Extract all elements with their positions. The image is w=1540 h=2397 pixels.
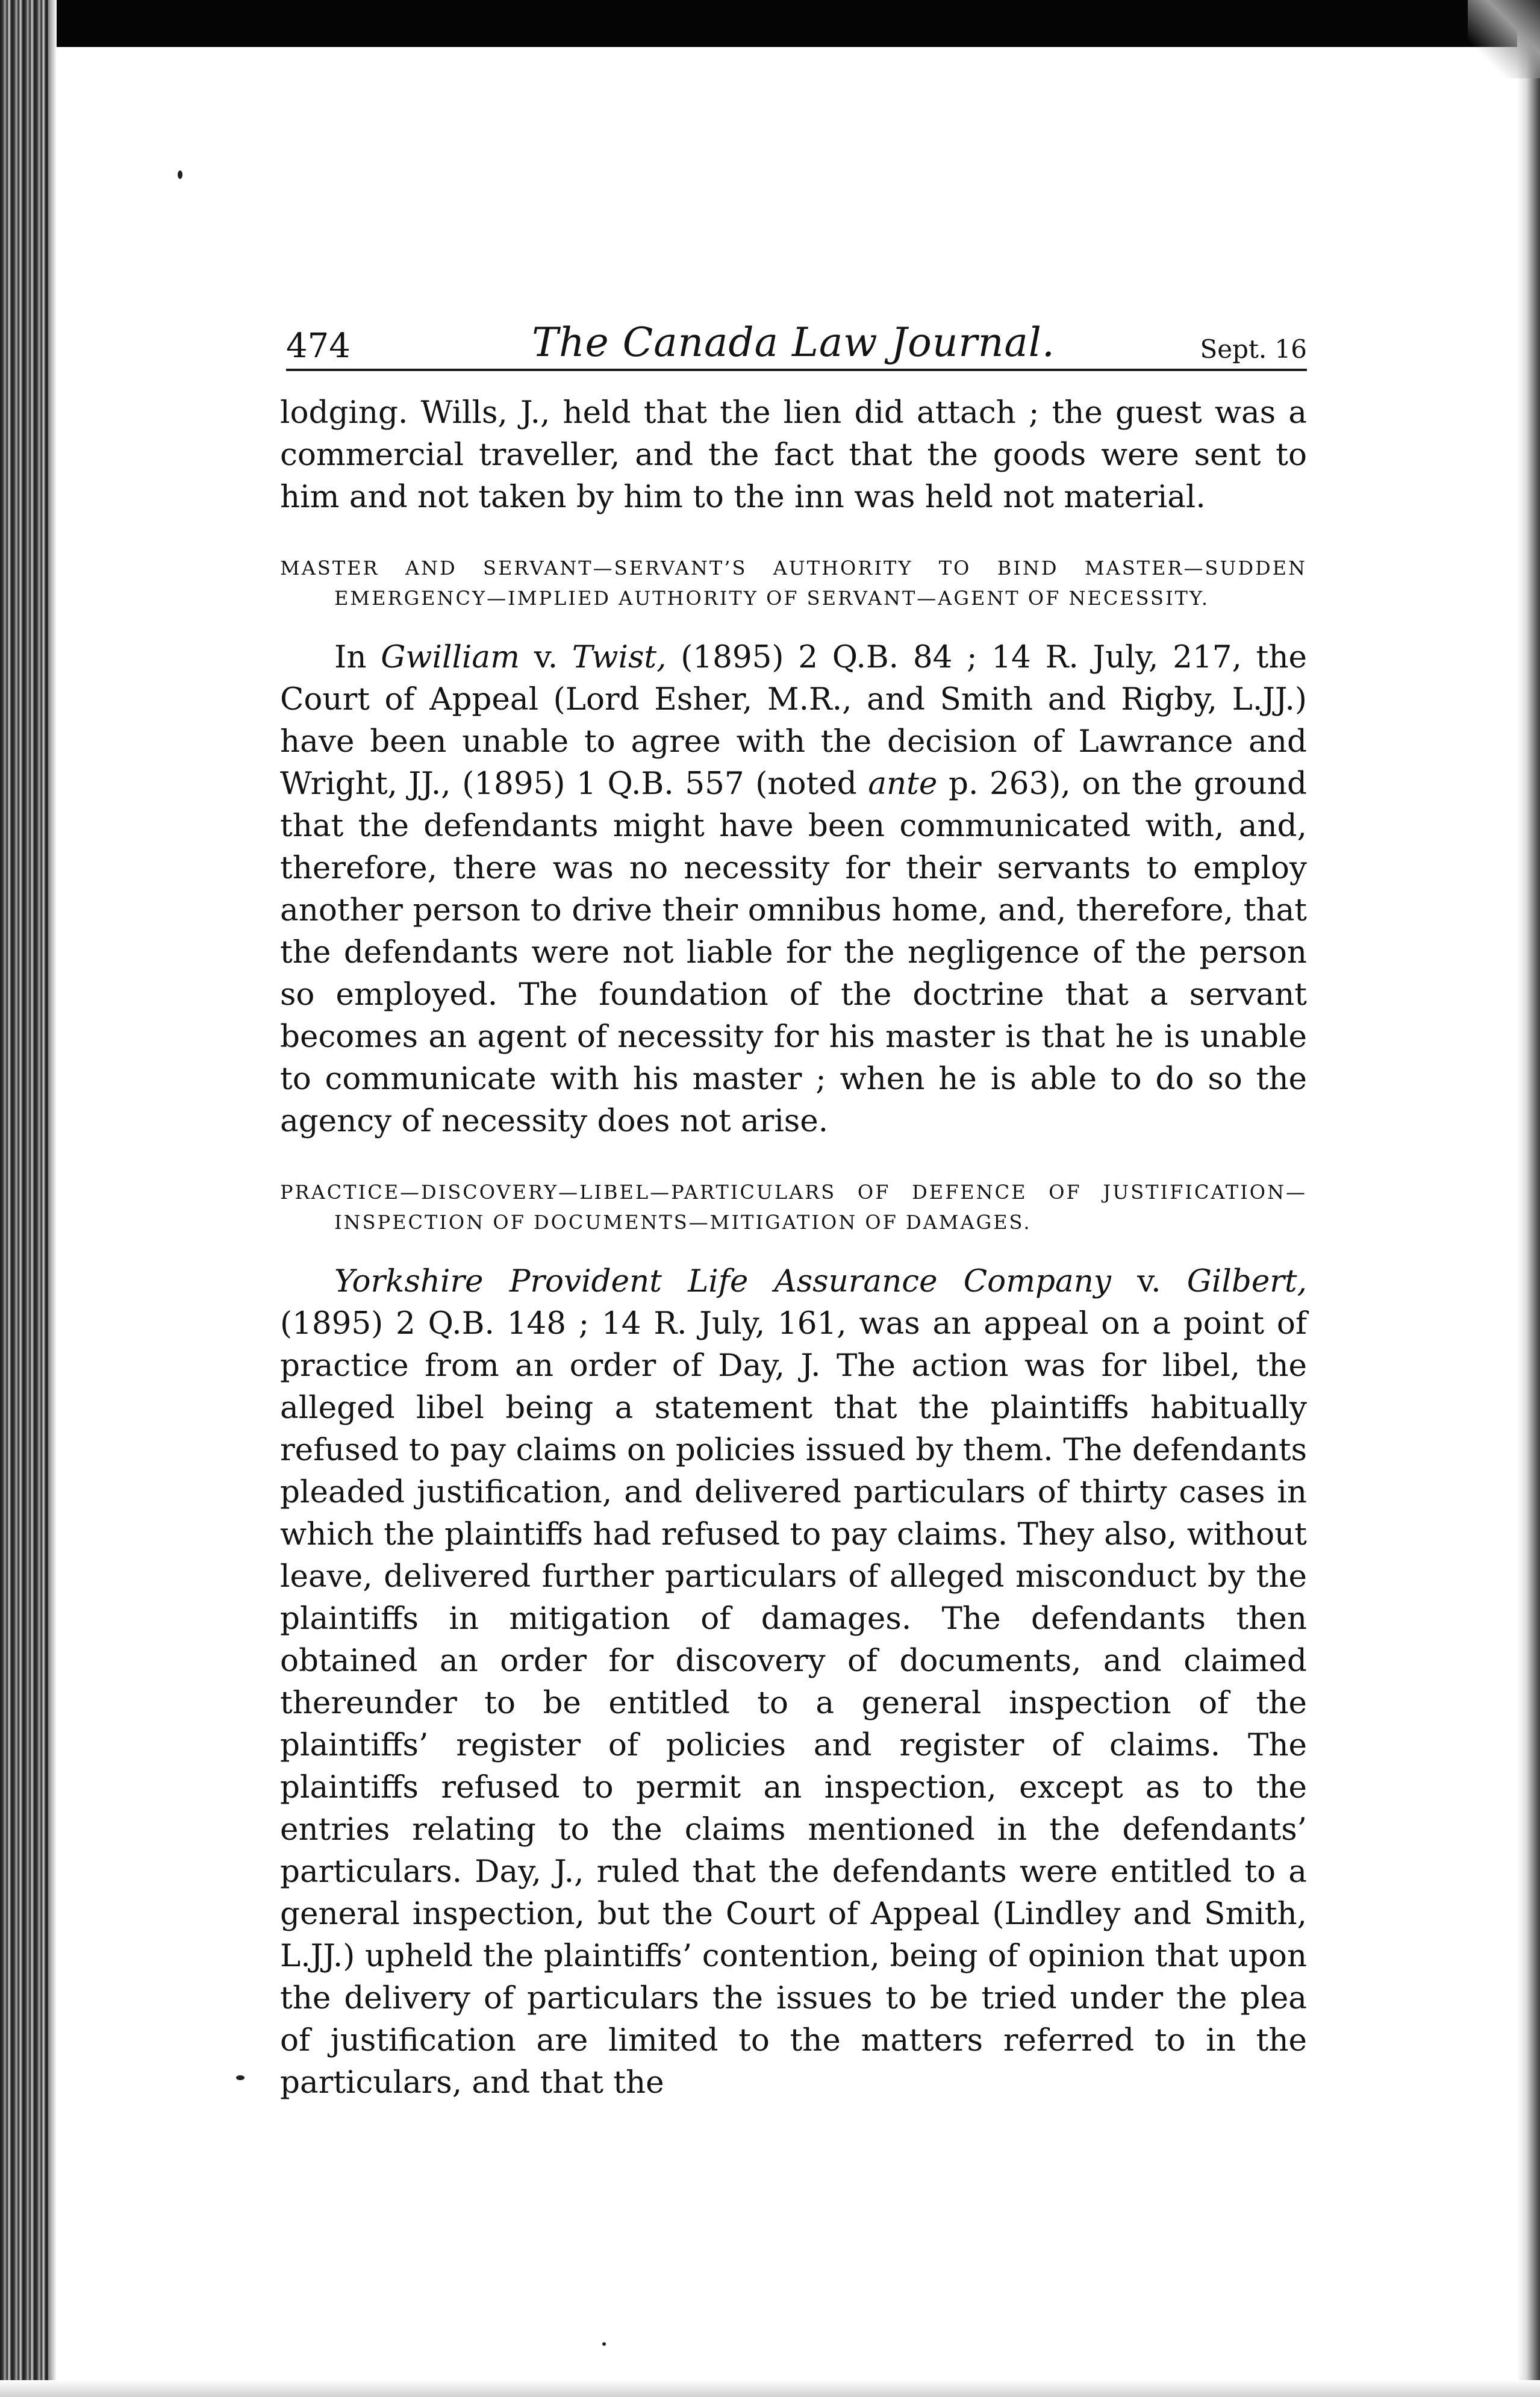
scan-speck <box>602 2342 606 2346</box>
book-page <box>280 313 1307 2104</box>
paragraph-body: (1895) 2 Q.B. 84 ; 14 R. July, 217, the Court of Appeal (Lord Esher, M.R., and Smith and Rigby, L.JJ.) have been unable to agree with the decision of Lawrance and Wright, JJ., (1895) 1 Q.B. 557 (noted <box>280 639 1307 802</box>
header-rule <box>286 369 1307 371</box>
scan-binding-edge <box>48 0 57 2397</box>
scan-border-bottom <box>0 2380 1540 2397</box>
case-paragraph-gwilliam-v-twist <box>280 636 1307 1142</box>
section-headnote-master-and-servant: MASTER AND SERVANT—SERVANT’S AUTHORITY TO BIND MASTER—SUDDEN EMERGENCY—IMPLIED AUTHORITY OF SERVANT—AGENT OF NECESSITY. <box>280 557 1307 610</box>
versus: v. <box>1111 1263 1187 1299</box>
scan-binding-shadow <box>0 0 48 2397</box>
case-name-defendant: Twist, <box>572 639 667 675</box>
scan-speck <box>178 170 182 179</box>
scan-border-right <box>1517 0 1540 2397</box>
versus: v. <box>519 639 572 675</box>
scan-speck <box>236 2075 245 2080</box>
scan-border-top <box>0 0 1540 47</box>
case-name-defendant: Gilbert, <box>1186 1263 1307 1299</box>
paragraph-body-continued: p. 263), on the ground that the defendants might have been communicated with, and, therefore, there was no necessity for their servants to employ another person to drive their omnibus home, and, therefore, that the defendants were not liable for the negligence of the person so employed. The foundation of the doctrine that a servant becomes an agent of necessity for his master is that he is unable to communicate with his master ; when he is able to do so the agency of necessity does not arise. <box>280 766 1308 1139</box>
paragraph-body: (1895) 2 Q.B. 148 ; 14 R. July, 161, was an appeal on a point of practice from an order of Day, J. The action was for libel, the alleged libel being a statement that the plaintiffs habitually refused to pay claims on policies issued by them. The defendants pleaded justification, and delivered particulars of thirty cases in which the plaintiffs had refused to pay claims. They also, without leave, delivered further particulars of alleged misconduct by the plaintiffs in mitigation of damages. The defendants then obtained an order for discovery of documents, and claimed thereunder to be entitled to a general inspection of the plaintiffs’ register of policies and register of claims. The plaintiffs refused to permit an inspection, except as to the entries relating to the claims mentioned in the defendants’ particulars. Day, J., ruled that the defendants were entitled to a general inspection, but the Court of Appeal (Lindley and Smith, L.JJ.) upheld the plaintiffs’ contention, being of opinion that upon the delivery of particulars the issues to be tried under the plea of justification are limited to the matters referred to in the particulars, and that the <box>280 1305 1307 2101</box>
scan-torn-corner <box>1468 0 1540 78</box>
page-number: 474 <box>286 327 351 366</box>
issue-date: Sept. 16 <box>1200 334 1307 364</box>
paragraph-prefix: In <box>334 639 381 675</box>
ante-reference: ante <box>868 766 938 802</box>
case-name-plaintiff: Yorkshire Provident Life Assurance Company <box>334 1263 1111 1299</box>
section-headnote-practice-discovery: PRACTICE—DISCOVERY—LIBEL—PARTICULARS OF DEFENCE OF JUSTIFICATION—INSPECTION OF DOCUMENTS—MITIGATION OF DAMAGES. <box>280 1181 1307 1234</box>
running-head <box>280 313 1307 373</box>
case-name-plaintiff: Gwilliam <box>381 639 520 675</box>
continued-paragraph: lodging. Wills, J., held that the lien did attach ; the guest was a commercial traveller, and the fact that the goods were sent to him and not taken by him to the inn was held not material. <box>280 395 1307 515</box>
journal-title: The Canada Law Journal. <box>532 319 1055 366</box>
case-paragraph-yorkshire-v-gilbert <box>280 1260 1307 2104</box>
